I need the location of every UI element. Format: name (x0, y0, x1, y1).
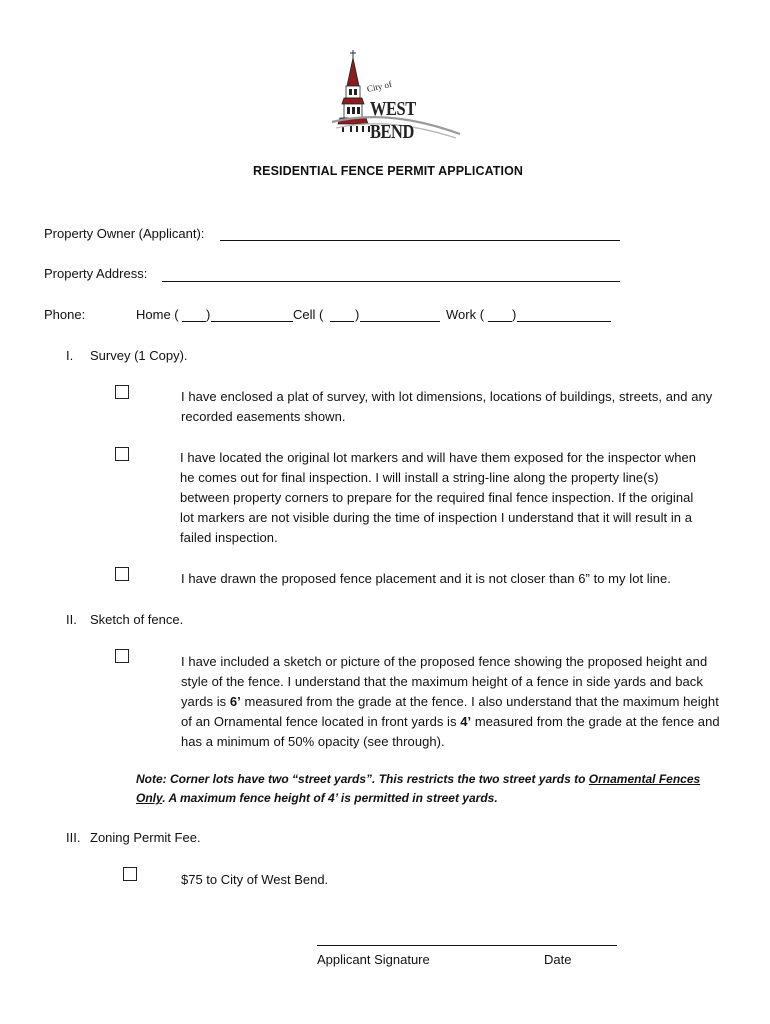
section-sketch-numeral: II. (66, 612, 77, 627)
home-phone-label: Home ( (136, 307, 179, 322)
address-label: Property Address: (44, 266, 148, 281)
note-ornamental-fences: Ornamental Fences (588, 772, 701, 786)
owner-label: Property Owner (Applicant): (44, 226, 205, 241)
sketch-text-part1: I have included a sketch or picture of the proposed fence showing the proposed height and style of the fence. I understand that the maximum height of a fence in side yards and back yards is (181, 654, 708, 709)
survey-plat-text: I have enclosed a plat of survey, with lot dimensions, locations of buildings, streets, and any recorded easements shown. (181, 389, 713, 424)
section-sketch-heading: Sketch of fence. (90, 612, 184, 627)
survey-plat-checkbox[interactable] (115, 385, 129, 399)
fee-checkbox[interactable] (123, 867, 137, 881)
date-label: Date (544, 952, 572, 967)
address-field[interactable] (162, 281, 620, 282)
applicant-signature-label: Applicant Signature (317, 952, 430, 967)
work-phone-label: Work ( (446, 307, 485, 322)
sketch-text-height-side-back: 6’ (229, 694, 241, 709)
survey-placement-text: I have drawn the proposed fence placement and it is not closer than 6” to my lot line. (181, 571, 671, 586)
section-fee-numeral: III. (66, 830, 81, 845)
survey-lot-markers-text: I have located the original lot markers and will have them exposed for the inspector when he comes out for final inspection. I will install a string-line along the property line(s) between property corners to prepare for the required final fence inspection. If the original lot markers are not visible during the time of inspection I understand that it will result in a failed inspection. (180, 450, 697, 545)
owner-field[interactable] (220, 240, 620, 241)
home-area-code-field[interactable] (182, 321, 206, 322)
survey-lot-markers-checkbox[interactable] (115, 447, 129, 461)
work-area-code-field[interactable] (488, 321, 512, 322)
sketch-text-part2: measured from the grade at the fence. I also understand that the maximum height of an Ornamental fence located in front yards is (181, 694, 719, 729)
cell-phone-field[interactable] (360, 321, 440, 322)
cell-phone-label: Cell ( (293, 307, 324, 322)
phone-label: Phone: (44, 307, 86, 322)
fee-text: $75 to City of West Bend. (181, 872, 329, 887)
note-part1: Note: Corner lots have two “street yards”. This restricts the two street yards to (136, 772, 589, 786)
section-survey-heading: Survey (1 Copy). (90, 348, 188, 363)
sketch-text (181, 652, 721, 752)
sketch-text-part3: measured from the grade at the fence and has a minimum of 50% opacity (see through). (181, 714, 720, 749)
note-only: Only (136, 791, 163, 805)
home-paren-close: ) (206, 307, 211, 322)
page-title: RESIDENTIAL FENCE PERMIT APPLICATION (253, 164, 524, 178)
logo-name-text: WEST BEND (370, 98, 416, 143)
section-fee-heading: Zoning Permit Fee. (90, 830, 201, 845)
survey-placement-checkbox[interactable] (115, 567, 129, 581)
cell-area-code-field[interactable] (330, 321, 354, 322)
sketch-checkbox[interactable] (115, 649, 129, 663)
signature-line[interactable] (317, 945, 617, 946)
section-survey-numeral: I. (66, 348, 74, 363)
work-phone-field[interactable] (517, 321, 611, 322)
home-phone-field[interactable] (211, 321, 293, 322)
corner-lot-note (136, 770, 716, 808)
logo-city-of-text: City of (365, 78, 393, 94)
city-logo (328, 48, 468, 143)
note-part2: . A maximum fence height of 4’ is permitted in street yards. (162, 791, 498, 805)
sketch-text-height-ornamental: 4’ (460, 714, 472, 729)
work-paren-close: ) (512, 307, 517, 322)
cell-paren-close: ) (355, 307, 360, 322)
